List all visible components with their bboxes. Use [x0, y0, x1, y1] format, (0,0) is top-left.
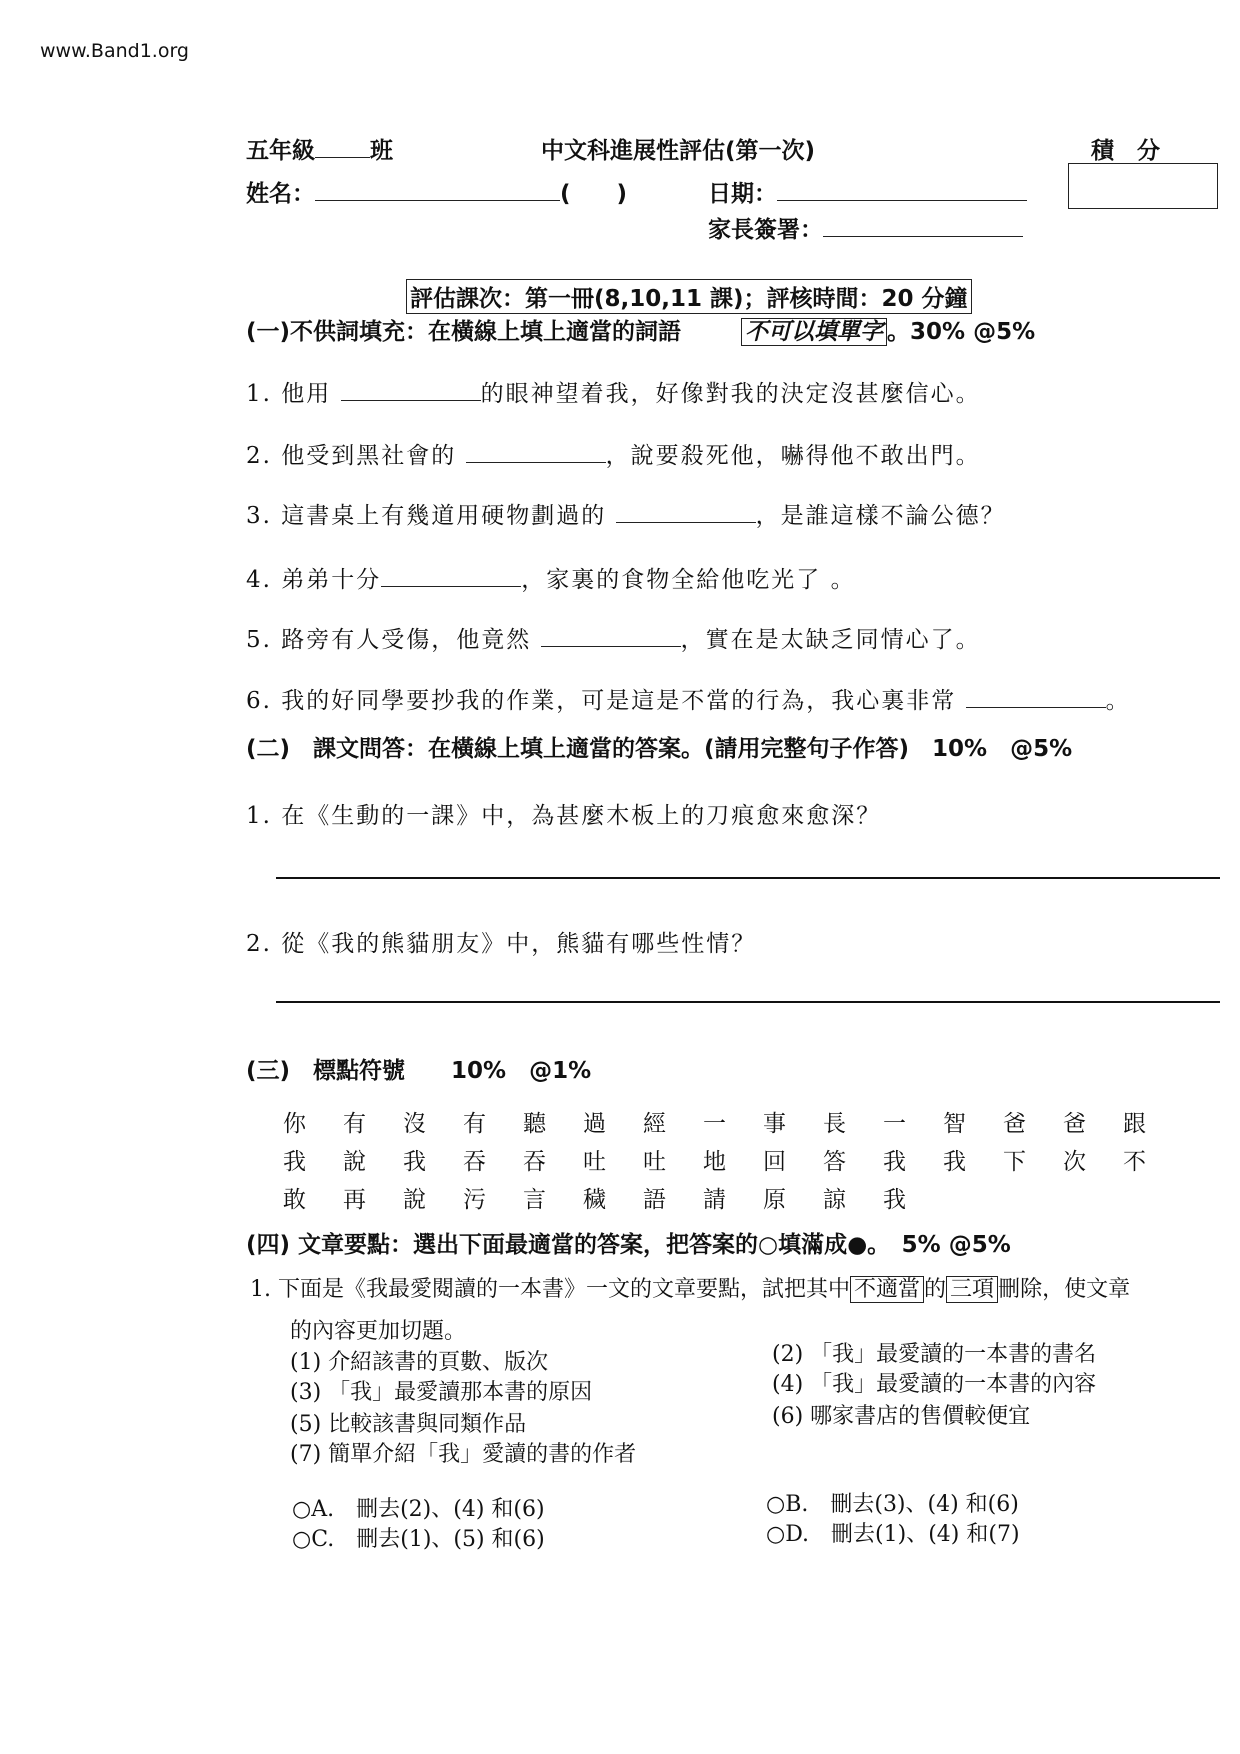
grid-character: 再 — [343, 1187, 366, 1213]
name-row — [246, 175, 627, 208]
parent-sign-blank[interactable] — [823, 218, 1023, 237]
grid-character: 穢 — [583, 1187, 606, 1213]
question-1-6: 6. 我的好同學要抄我的作業，可是這是不當的行為，我心裏非常 。 — [246, 688, 1131, 714]
point-item: (7) 簡單介紹「我」愛讀的書的作者 — [290, 1442, 637, 1467]
grid-character: 沒 — [403, 1111, 426, 1137]
date-blank[interactable] — [777, 182, 1027, 201]
watermark: www.Band1.org — [40, 40, 189, 62]
grid-character: 語 — [643, 1187, 666, 1213]
parent-sign-row — [708, 211, 1023, 244]
name-label: 姓名： — [246, 181, 315, 207]
answer-line[interactable] — [276, 1001, 1220, 1003]
grid-character: 有 — [343, 1111, 366, 1137]
grid-character: 跟 — [1123, 1111, 1146, 1137]
question-1-1: 1. 他用 的眼神望着我，好像對我的決定沒甚麼信心。 — [246, 381, 981, 407]
option-c[interactable]: ○C. 刪去(1)、(5) 和(6) — [292, 1527, 545, 1552]
grid-character: 爸 — [1063, 1111, 1086, 1137]
grid-character: 有 — [463, 1111, 486, 1137]
point-item: (1) 介紹該書的頁數、版次 — [290, 1350, 549, 1375]
grid-character: 經 — [643, 1111, 666, 1137]
boxed-three-items: 三項 — [946, 1276, 998, 1303]
grid-character: 一 — [703, 1111, 726, 1137]
exam-title: 中文科進展性評估(第一次) — [541, 138, 816, 164]
section1-marks: 。30% @5% — [887, 319, 1036, 345]
section1-heading — [246, 313, 1035, 346]
question-1-5: 5. 路旁有人受傷，他竟然 ，實在是太缺乏同情心了。 — [246, 627, 981, 653]
name-blank[interactable] — [315, 182, 560, 201]
grid-character: 吐 — [583, 1149, 606, 1175]
answer-blank[interactable] — [466, 444, 606, 463]
grid-character: 吞 — [463, 1149, 486, 1175]
question-number: 1. — [250, 1277, 271, 1302]
score-box[interactable] — [1068, 163, 1218, 209]
question-1-4: 4. 弟弟十分 ，家裏的食物全給他吃光了 。 — [246, 567, 856, 593]
grid-character: 吞 — [523, 1149, 546, 1175]
section1-title: (一)不供詞填充：在橫線上填上適當的詞語 — [246, 319, 682, 345]
section1-note: 不可以填單字 — [741, 318, 887, 346]
option-d[interactable]: ○D. 刪去(1)、(4) 和(7) — [766, 1522, 1020, 1547]
punctuation-grid — [283, 1106, 1183, 1220]
boxed-inappropriate: 不適當 — [850, 1276, 924, 1303]
grid-character: 回 — [763, 1149, 786, 1175]
grid-character: 我 — [883, 1149, 906, 1175]
answer-line[interactable] — [276, 877, 1220, 879]
grid-character: 一 — [883, 1111, 906, 1137]
section4-heading — [246, 1226, 1011, 1259]
grid-character: 聽 — [523, 1111, 546, 1137]
punctuation-row — [283, 1144, 1183, 1182]
grid-character: 請 — [703, 1187, 726, 1213]
class-blank[interactable] — [315, 139, 370, 158]
grid-character: 智 — [943, 1111, 966, 1137]
grid-character: 長 — [823, 1111, 846, 1137]
punctuation-row — [283, 1182, 1183, 1220]
grid-character: 我 — [403, 1149, 426, 1175]
grid-character: 你 — [283, 1111, 306, 1137]
question-2-1: 1. 在《生動的一課》中，為甚麼木板上的刀痕愈來愈深？ — [246, 803, 882, 829]
grid-character: 地 — [703, 1149, 726, 1175]
point-item: (3) 「我」最愛讀那本書的原因 — [290, 1380, 593, 1405]
grid-character: 言 — [523, 1187, 546, 1213]
section4-marks: 5% @5% — [901, 1232, 1011, 1258]
question-1-3: 3. 這書桌上有幾道用硬物劃過的 ，是誰這樣不論公德？ — [246, 503, 1006, 529]
grid-character: 我 — [883, 1187, 906, 1213]
answer-blank[interactable] — [541, 628, 681, 647]
grid-character: 我 — [943, 1149, 966, 1175]
grid-character: 次 — [1063, 1149, 1086, 1175]
score-label: 積 分 — [1091, 138, 1160, 164]
option-b[interactable]: ○B. 刪去(3)、(4) 和(6) — [766, 1492, 1019, 1517]
grid-character: 答 — [823, 1149, 846, 1175]
answer-blank[interactable] — [381, 568, 521, 587]
assessment-scope: 評估課次：第一冊(8,10,11 課)；評核時間：20 分鐘 — [406, 279, 972, 314]
point-item: (6) 哪家書店的售價較便宜 — [772, 1404, 1031, 1429]
section2-marks: 10% @5% — [932, 736, 1073, 762]
option-a[interactable]: ○A. 刪去(2)、(4) 和(6) — [292, 1497, 545, 1522]
section2-title: (二) 課文問答：在橫線上填上適當的答案。(請用完整句子作答) — [246, 736, 910, 762]
question-1-2: 2. 他受到黑社會的 ，說要殺死他，嚇得他不敢出門。 — [246, 443, 981, 469]
question-4-1-cont: 的內容更加切題。 — [290, 1319, 467, 1344]
section3-heading — [246, 1052, 591, 1085]
class-label: 班 — [370, 138, 393, 164]
point-item: (2) 「我」最愛讀的一本書的書名 — [772, 1342, 1097, 1367]
date-label: 日期： — [708, 181, 777, 207]
point-item: (4) 「我」最愛讀的一本書的內容 — [772, 1372, 1097, 1397]
grid-character: 爸 — [1003, 1111, 1026, 1137]
section4-title: (四) 文章要點：選出下面最適當的答案，把答案的○填滿成●。 — [246, 1232, 879, 1258]
grid-character: 說 — [343, 1149, 366, 1175]
grid-character: 下 — [1003, 1149, 1026, 1175]
parent-sign-label: 家長簽署： — [708, 217, 823, 243]
grid-character: 諒 — [823, 1187, 846, 1213]
punctuation-row — [283, 1106, 1183, 1144]
question-2-2: 2. 從《我的熊貓朋友》中，熊貓有哪些性情？ — [246, 931, 757, 957]
grid-character: 說 — [403, 1187, 426, 1213]
grade-label: 五年級 — [246, 138, 315, 164]
answer-blank[interactable] — [966, 689, 1106, 708]
section3-marks: 10% @1% — [451, 1058, 592, 1084]
answer-blank[interactable] — [341, 382, 481, 401]
grid-character: 事 — [763, 1111, 786, 1137]
class-number-paren: ( ) — [560, 181, 628, 207]
grid-character: 污 — [463, 1187, 486, 1213]
grade-class — [246, 132, 393, 165]
grid-character: 吐 — [643, 1149, 666, 1175]
answer-blank[interactable] — [616, 504, 756, 523]
date-row — [708, 175, 1027, 208]
point-item: (5) 比較該書與同類作品 — [290, 1412, 527, 1437]
grid-character: 不 — [1123, 1149, 1146, 1175]
question-4-1: 1. 下面是《我最愛閱讀的一本書》一文的文章要點，試把其中 不適當 的 三項 刪除，使文章 — [250, 1277, 1131, 1302]
section3-title: (三) 標點符號 — [246, 1058, 406, 1084]
grid-character: 原 — [763, 1187, 786, 1213]
grid-character: 敢 — [283, 1187, 306, 1213]
section2-heading — [246, 730, 1072, 763]
grid-character: 我 — [283, 1149, 306, 1175]
grid-character: 過 — [583, 1111, 606, 1137]
